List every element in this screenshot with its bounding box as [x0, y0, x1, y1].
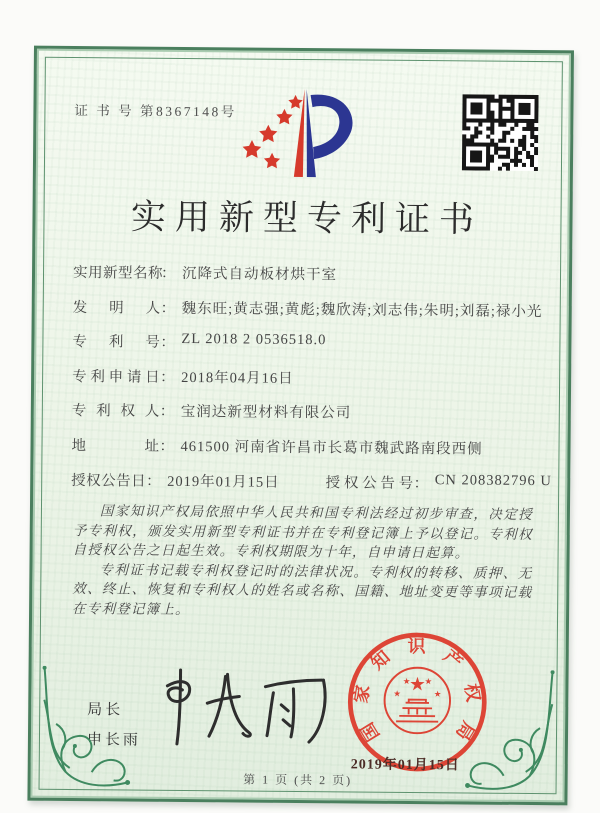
field-row-filing-date: [72, 365, 542, 391]
corner-flourish-left-icon: [40, 666, 133, 789]
director-title: 局长: [87, 702, 124, 719]
field-colon: ：: [159, 404, 175, 421]
body-paragraph-1: 国家知识产权局依照中华人民共和国专利法经过初步审查，决定授予专利权，颁发实用新型专利证书并在专利登记簿上予以登记。专利权自授权公告之日起生效。专利权期限为十年，自申请日起算。: [72, 503, 534, 561]
field-label: 实用新型名称: [72, 264, 164, 282]
field-row-inventors: [73, 296, 543, 322]
field-colon: ：: [413, 475, 429, 492]
field-label: 授权公告日: [71, 472, 147, 490]
field-value: 2019年01月15日: [167, 473, 280, 491]
field-value: 魏东旺;黄志强;黄彪;魏欣涛;刘志伟;朱明;刘磊;禄小光: [181, 300, 543, 320]
field-value: 461500 河南省许昌市长葛市魏武路南段西侧: [180, 438, 483, 458]
qr-code: [462, 94, 539, 171]
field-value: 2018年04月16日: [181, 369, 294, 387]
field-label: 专利申请日: [72, 368, 161, 386]
fields-block: [71, 261, 552, 507]
field-label: 发明人: [72, 299, 161, 317]
svg-text:★: ★: [424, 677, 433, 688]
field-row-grant: [71, 469, 552, 495]
field-row-patent-number: [72, 330, 542, 356]
field-row-patentee: [72, 399, 542, 425]
certificate-title: 实用新型专利证书: [130, 197, 484, 240]
field-colon: ：: [160, 334, 176, 352]
field-value: CN 208382796 U: [434, 471, 552, 489]
field-colon: ：: [159, 438, 175, 455]
certificate-number: 证 书 号 第8367148号: [74, 102, 237, 120]
field-colon: ：: [146, 473, 162, 490]
certificate-sheet: [27, 46, 574, 806]
field-label: 专利权人: [71, 403, 160, 421]
corner-flourish-right-icon: [464, 669, 557, 792]
svg-text:★: ★: [393, 689, 401, 700]
director-signature-image: [137, 662, 343, 752]
field-value: 宝润达新型材料有限公司: [180, 404, 352, 422]
svg-text:★: ★: [433, 689, 442, 700]
field-colon: ：: [160, 369, 176, 386]
field-row-name: [73, 261, 543, 287]
field-colon: ：: [160, 265, 177, 282]
seal-org-text: 国家知识产权局: [350, 636, 484, 745]
cnipa-logo-icon: [232, 80, 361, 185]
svg-text:★: ★: [402, 676, 411, 688]
field-label: 授权公告号: [325, 474, 414, 492]
svg-text:★: ★: [408, 674, 426, 696]
field-value: ZL 2018 2 0536518.0: [181, 331, 327, 349]
national-emblem-icon: [384, 667, 450, 733]
field-label: 专利号: [72, 334, 161, 351]
field-value: 沉降式自动板材烘干室: [181, 265, 338, 284]
page-indicator: 第 1 页 (共 2 页): [243, 772, 353, 788]
field-label: 地址: [71, 437, 160, 455]
legal-text-block: [72, 501, 533, 622]
field-row-address: [71, 434, 541, 460]
field-colon: ：: [160, 300, 176, 317]
seal-date: 2019年01月15日: [350, 757, 460, 774]
director-name: 申长雨: [86, 732, 142, 749]
body-paragraph-2: 专利证书记载专利权登记时的法律状况。专利权的转移、质押、无效、终止、恢复和专利权人的姓名或名称、国籍、地址变更等事项记载在专利登记簿上。: [72, 561, 533, 617]
